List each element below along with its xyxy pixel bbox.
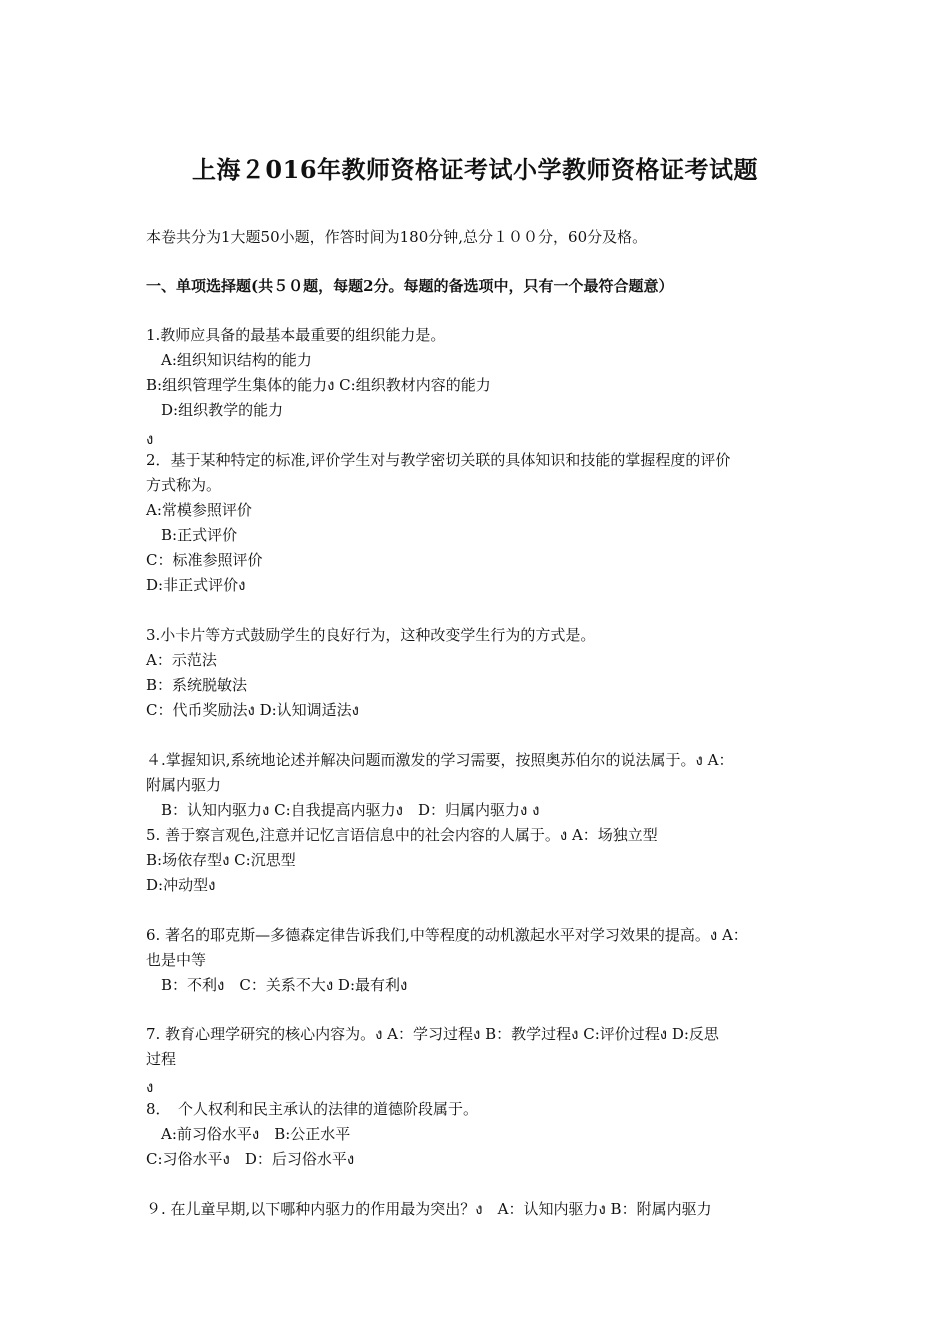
option-line: A:常模参照评价	[146, 501, 252, 519]
option-line: B:场依存型ง C:沉思型	[146, 851, 296, 869]
option-line: B：认知内驱力ง C:自我提高内驱力ง D：归属内驱力ง ง	[146, 801, 540, 819]
question-line: 过程	[146, 1050, 177, 1068]
option-line: C:习俗水平ง D：后习俗水平ง	[146, 1150, 355, 1168]
option-line: D:非正式评价ง	[146, 576, 246, 594]
option-line: D:冲动型ง	[146, 876, 216, 894]
option-line: B：不利ง C：关系不大ง D:最有利ง	[146, 976, 408, 994]
option-line: D:组织教学的能力	[146, 401, 284, 419]
question-line: 1.教师应具备的最基本最重要的组织能力是。	[146, 326, 446, 344]
question-line: ９. 在儿童早期,以下哪种内驱力的作用最为突出？ง A：认知内驱力ง B：附属内驱力	[146, 1200, 712, 1218]
option-line: C：标准参照评价	[146, 551, 263, 569]
option-line: A:前习俗水平ง B:公正水平	[146, 1125, 351, 1143]
option-line: B:组织管理学生集体的能力ง C:组织教材内容的能力	[146, 376, 491, 394]
question-line: 3.小卡片等方式鼓励学生的良好行为，这种改变学生行为的方式是。	[146, 626, 596, 644]
question-line: 5. 善于察言观色,注意并记忆言语信息中的社会内容的人属于。ง A：场独立型	[146, 826, 658, 844]
stray-mark: ง	[146, 430, 154, 448]
question-line: 附属内驱力	[146, 776, 222, 794]
question-line: 也是中等	[146, 951, 207, 969]
question-line: 7. 教育心理学研究的核心内容为。ง A：学习过程ง B：教学过程ง C:评价过程ง D:反思	[146, 1025, 719, 1043]
exam-intro: 本卷共分为1大题50小题，作答时间为180分钟,总分１００分，60分及格。	[146, 228, 648, 246]
question-line: 8． 个人权利和民主承认的法律的道德阶段属于。	[146, 1100, 479, 1118]
option-line: C：代币奖励法ง D:认知调适法ง	[146, 701, 359, 719]
stray-mark: ง	[146, 1078, 154, 1096]
option-line: A:组织知识结构的能力	[146, 351, 312, 369]
question-line: ４.掌握知识,系统地论述并解决问题而激发的学习需要，按照奥苏伯尔的说法属于。ง A：	[146, 751, 734, 769]
question-line: 6. 著名的耶克斯—多德森定律告诉我们,中等程度的动机激起水平对学习效果的提高。ง A：	[146, 926, 748, 944]
option-line: B:正式评价	[146, 526, 238, 544]
question-line: 2．基于某种特定的标准,评价学生对与教学密切关联的具体知识和技能的掌握程度的评价	[146, 451, 731, 469]
section-heading: 一、单项选择题(共５０题，每题2分。每题的备选项中，只有一个最符合题意）	[146, 277, 674, 295]
option-line: A：示范法	[146, 651, 217, 669]
question-line: 方式称为。	[146, 476, 222, 494]
document-title: 上海２016年教师资格证考试小学教师资格证考试题	[191, 155, 759, 184]
option-line: B：系统脱敏法	[146, 676, 248, 694]
